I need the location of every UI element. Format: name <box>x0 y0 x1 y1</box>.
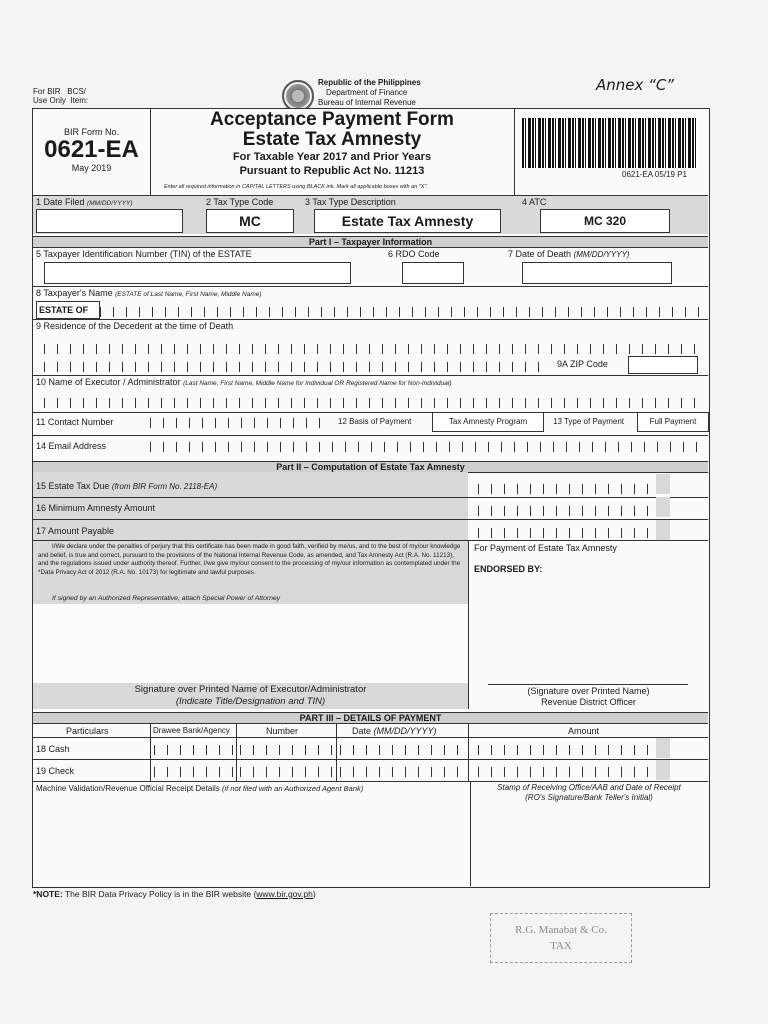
zip-code-input[interactable] <box>628 356 698 374</box>
machine-validation-hint: (if not filed with an Authorized Agent Bank) <box>222 784 364 793</box>
part3-header: PART III – DETAILS OF PAYMENT <box>33 712 708 724</box>
receipt-stamp <box>490 913 632 963</box>
basis-payment-field[interactable]: Tax Amnesty Program <box>432 412 544 432</box>
divider <box>33 375 708 376</box>
exec-signature-hint: (Indicate Title/Designation and TIN) <box>175 696 326 707</box>
cash-date-input[interactable] <box>340 745 466 755</box>
date-filed-label <box>36 197 133 207</box>
cash-number-input[interactable] <box>240 745 334 755</box>
date-of-death-format: (MM/DD/YYYY) <box>573 250 630 259</box>
republic-text: Republic of the Philippines <box>318 78 421 87</box>
type-payment-field[interactable]: Full Payment <box>637 412 709 432</box>
annex-label: Annex “C” <box>596 76 674 94</box>
department-text: Department of Finance <box>326 88 408 97</box>
contact-number-input[interactable] <box>150 418 330 428</box>
col-particulars: Particulars <box>66 726 109 736</box>
date-filed-format: (MM/DD/YYYY) <box>87 200 133 207</box>
basis-payment-label: 12 Basis of Payment <box>338 417 412 426</box>
divider <box>33 781 708 782</box>
residence-input-line2[interactable] <box>44 362 544 372</box>
executor-input[interactable] <box>44 398 700 408</box>
form-title-1: Acceptance Payment Form <box>210 109 454 130</box>
amount-payable-input[interactable] <box>478 528 658 538</box>
divider <box>468 541 469 709</box>
check-label: 19 Check <box>36 766 75 776</box>
executor-signature-area[interactable] <box>38 606 463 682</box>
estate-tax-due-text: 15 Estate Tax Due <box>36 481 110 491</box>
col-date <box>352 726 437 736</box>
tax-type-code-field[interactable]: MC <box>206 209 294 233</box>
endorsed-by-label: ENDORSED BY: <box>474 564 543 574</box>
item-label: Item: <box>70 96 89 105</box>
divider <box>470 781 471 886</box>
contact-number-label: 11 Contact Number <box>36 417 114 427</box>
check-date-input[interactable] <box>340 767 466 777</box>
title-divider <box>514 109 515 195</box>
cash-label: 18 Cash <box>36 744 70 754</box>
bcs-label: BCS/ <box>67 87 86 96</box>
bir-website-link[interactable]: www.bir.gov.ph <box>256 889 313 899</box>
rdo-title: Revenue District Officer <box>541 697 636 707</box>
taxpayer-name-label <box>36 288 262 298</box>
form-title-2: Estate Tax Amnesty <box>242 129 422 150</box>
divider <box>33 519 708 520</box>
decimal-box <box>656 760 670 780</box>
machine-validation-text: Machine Validation/Revenue Official Receipt Details <box>36 784 220 793</box>
title-block <box>150 110 514 178</box>
decimal-box <box>656 738 670 758</box>
check-amount-input[interactable] <box>478 767 658 777</box>
date-of-death-input[interactable] <box>522 262 672 284</box>
rdo-signature-caption: (Signature over Printed Name) <box>527 686 650 696</box>
taxpayer-name-text: 8 Taxpayer's Name <box>36 288 113 298</box>
col-bank: Drawee Bank/Agency <box>153 726 230 735</box>
tax-type-desc-field[interactable]: Estate Tax Amnesty <box>314 209 501 233</box>
cash-amount-input[interactable] <box>478 745 658 755</box>
note-text: The BIR Data Privacy Policy is in the BIR website ( <box>64 889 257 899</box>
zip-code-label: 9A ZIP Code <box>557 359 608 369</box>
note-end: ) <box>312 889 316 899</box>
executor-hint: (Last Name, First Name, Middle Name for Individual OR Registered Name for Non-Individual) <box>183 380 452 387</box>
cash-bank-input[interactable] <box>154 745 234 755</box>
form-date: May 2019 <box>71 163 112 173</box>
min-amnesty-label: 16 Minimum Amnesty Amount <box>36 503 156 513</box>
instruction-text: Enter all required information in CAPITAL LETTERS using BLACK ink. Mark all applicable boxes with an "X". <box>164 184 428 190</box>
divider <box>33 412 708 413</box>
tin-input[interactable] <box>44 262 351 284</box>
date-filed-text: 1 Date Filed <box>36 197 85 207</box>
note-label: *NOTE: <box>33 889 63 899</box>
amount-payable-label: 17 Amount Payable <box>36 526 115 536</box>
for-bir-label: For BIR <box>33 87 61 96</box>
estate-of-prefix: ESTATE OF <box>36 301 100 319</box>
form-title-3: For Taxable Year 2017 and Prior Years <box>232 151 432 163</box>
for-bir-use-only <box>33 87 88 105</box>
executor-text: 10 Name of Executor / Administrator <box>36 377 181 387</box>
divider <box>33 435 708 436</box>
min-amnesty-input[interactable] <box>478 506 658 516</box>
col-date-text: Date <box>352 726 372 736</box>
machine-validation-label <box>36 784 363 793</box>
date-filed-input[interactable] <box>36 209 183 233</box>
decimal-box <box>656 474 670 494</box>
divider <box>33 286 708 287</box>
date-of-death-text: 7 Date of Death <box>508 249 572 259</box>
barcode-icon <box>522 118 698 168</box>
decimal-box <box>656 497 670 517</box>
divider <box>236 723 237 782</box>
stamp-line2: TAX <box>550 940 572 952</box>
rdo-code-input[interactable] <box>402 262 464 284</box>
estate-tax-due-label <box>36 481 217 491</box>
part2-header: Part II – Computation of Estate Tax Amnesty <box>33 461 708 473</box>
divider <box>336 723 337 782</box>
email-input[interactable] <box>150 442 700 452</box>
privacy-note <box>33 889 316 899</box>
atc-label: 4 ATC <box>522 197 547 207</box>
form-number: 0621-EA <box>44 136 139 163</box>
stamp-receiving-hint: (RO's Signature/Bank Teller's Initial) <box>525 793 653 802</box>
tin-label: 5 Taxpayer Identification Number (TIN) of the ESTATE <box>36 249 252 259</box>
stamp-receiving-text: Stamp of Receiving Office/AAB and Date of Receipt <box>497 783 681 792</box>
stamp-receiving-label <box>472 783 706 803</box>
form-id-block <box>33 109 151 195</box>
tax-type-code-label: 2 Tax Type Code <box>206 197 274 207</box>
estate-tax-due-input[interactable] <box>478 484 658 494</box>
divider <box>468 723 469 782</box>
col-number: Number <box>266 726 299 736</box>
bureau-text: Bureau of Internal Revenue <box>318 98 416 107</box>
col-date-format: (MM/DD/YYYY) <box>373 726 437 736</box>
barcode-caption: 0621-EA 05/19 P1 <box>622 170 687 179</box>
divider <box>33 497 708 498</box>
use-only-label: Use Only <box>33 96 66 105</box>
form-number-label: BIR Form No. <box>63 127 119 137</box>
estate-tax-due-hint: (from BIR Form No. 2118-EA) <box>111 482 218 491</box>
residence-input-line1[interactable] <box>44 344 700 354</box>
col-amount: Amount <box>568 726 600 736</box>
atc-field[interactable]: MC 320 <box>540 209 670 233</box>
executor-label <box>36 377 451 387</box>
taxpayer-name-hint: (ESTATE of Last Name, First Name, Middle Name) <box>115 291 262 298</box>
check-bank-input[interactable] <box>154 767 234 777</box>
rdo-code-label: 6 RDO Code <box>388 249 440 259</box>
auth-rep-note: If signed by an Authorized Representative, attach Special Power of Attorney <box>52 595 281 602</box>
form-title-4: Pursuant to Republic Act No. 11213 <box>239 165 425 177</box>
tax-type-desc-label: 3 Tax Type Description <box>305 197 396 207</box>
decimal-box <box>656 520 670 540</box>
agency-header <box>318 78 421 108</box>
date-of-death-label <box>508 249 630 259</box>
divider <box>33 319 708 320</box>
residence-label: 9 Residence of the Decedent at the time of Death <box>36 321 234 331</box>
email-label: 14 Email Address <box>36 441 107 451</box>
check-number-input[interactable] <box>240 767 334 777</box>
divider <box>150 723 151 782</box>
declaration-text: I/We declare under the penalties of perjury that this certificate has been made in good faith, verified by me/us, and to the best of my/our knowledge and belief, is true and correct, pursuant to the provisions of the National Internal Revenue Code, as amended, and Tax Amnesty Act (R.A. No. 11213), and the regulations issued under authority thereof. Further, I/we give my/our consent to the processing of my/our information as contemplated under the *Data Privacy Act of 2012 (R.A. No. 10173) for legitimate and lawful purposes. <box>38 543 461 576</box>
part1-header: Part I – Taxpayer Information <box>33 236 708 248</box>
taxpayer-name-input[interactable] <box>100 307 700 317</box>
exec-signature-caption: Signature over Printed Name of Executor/Administrator <box>134 684 367 695</box>
stamp-line1: R.G. Manabat & Co. <box>515 924 607 936</box>
rdo-signature-line[interactable] <box>488 684 688 685</box>
payment-for-label: For Payment of Estate Tax Amnesty <box>474 543 617 553</box>
type-payment-label: 13 Type of Payment <box>553 417 625 426</box>
divider <box>33 759 708 760</box>
